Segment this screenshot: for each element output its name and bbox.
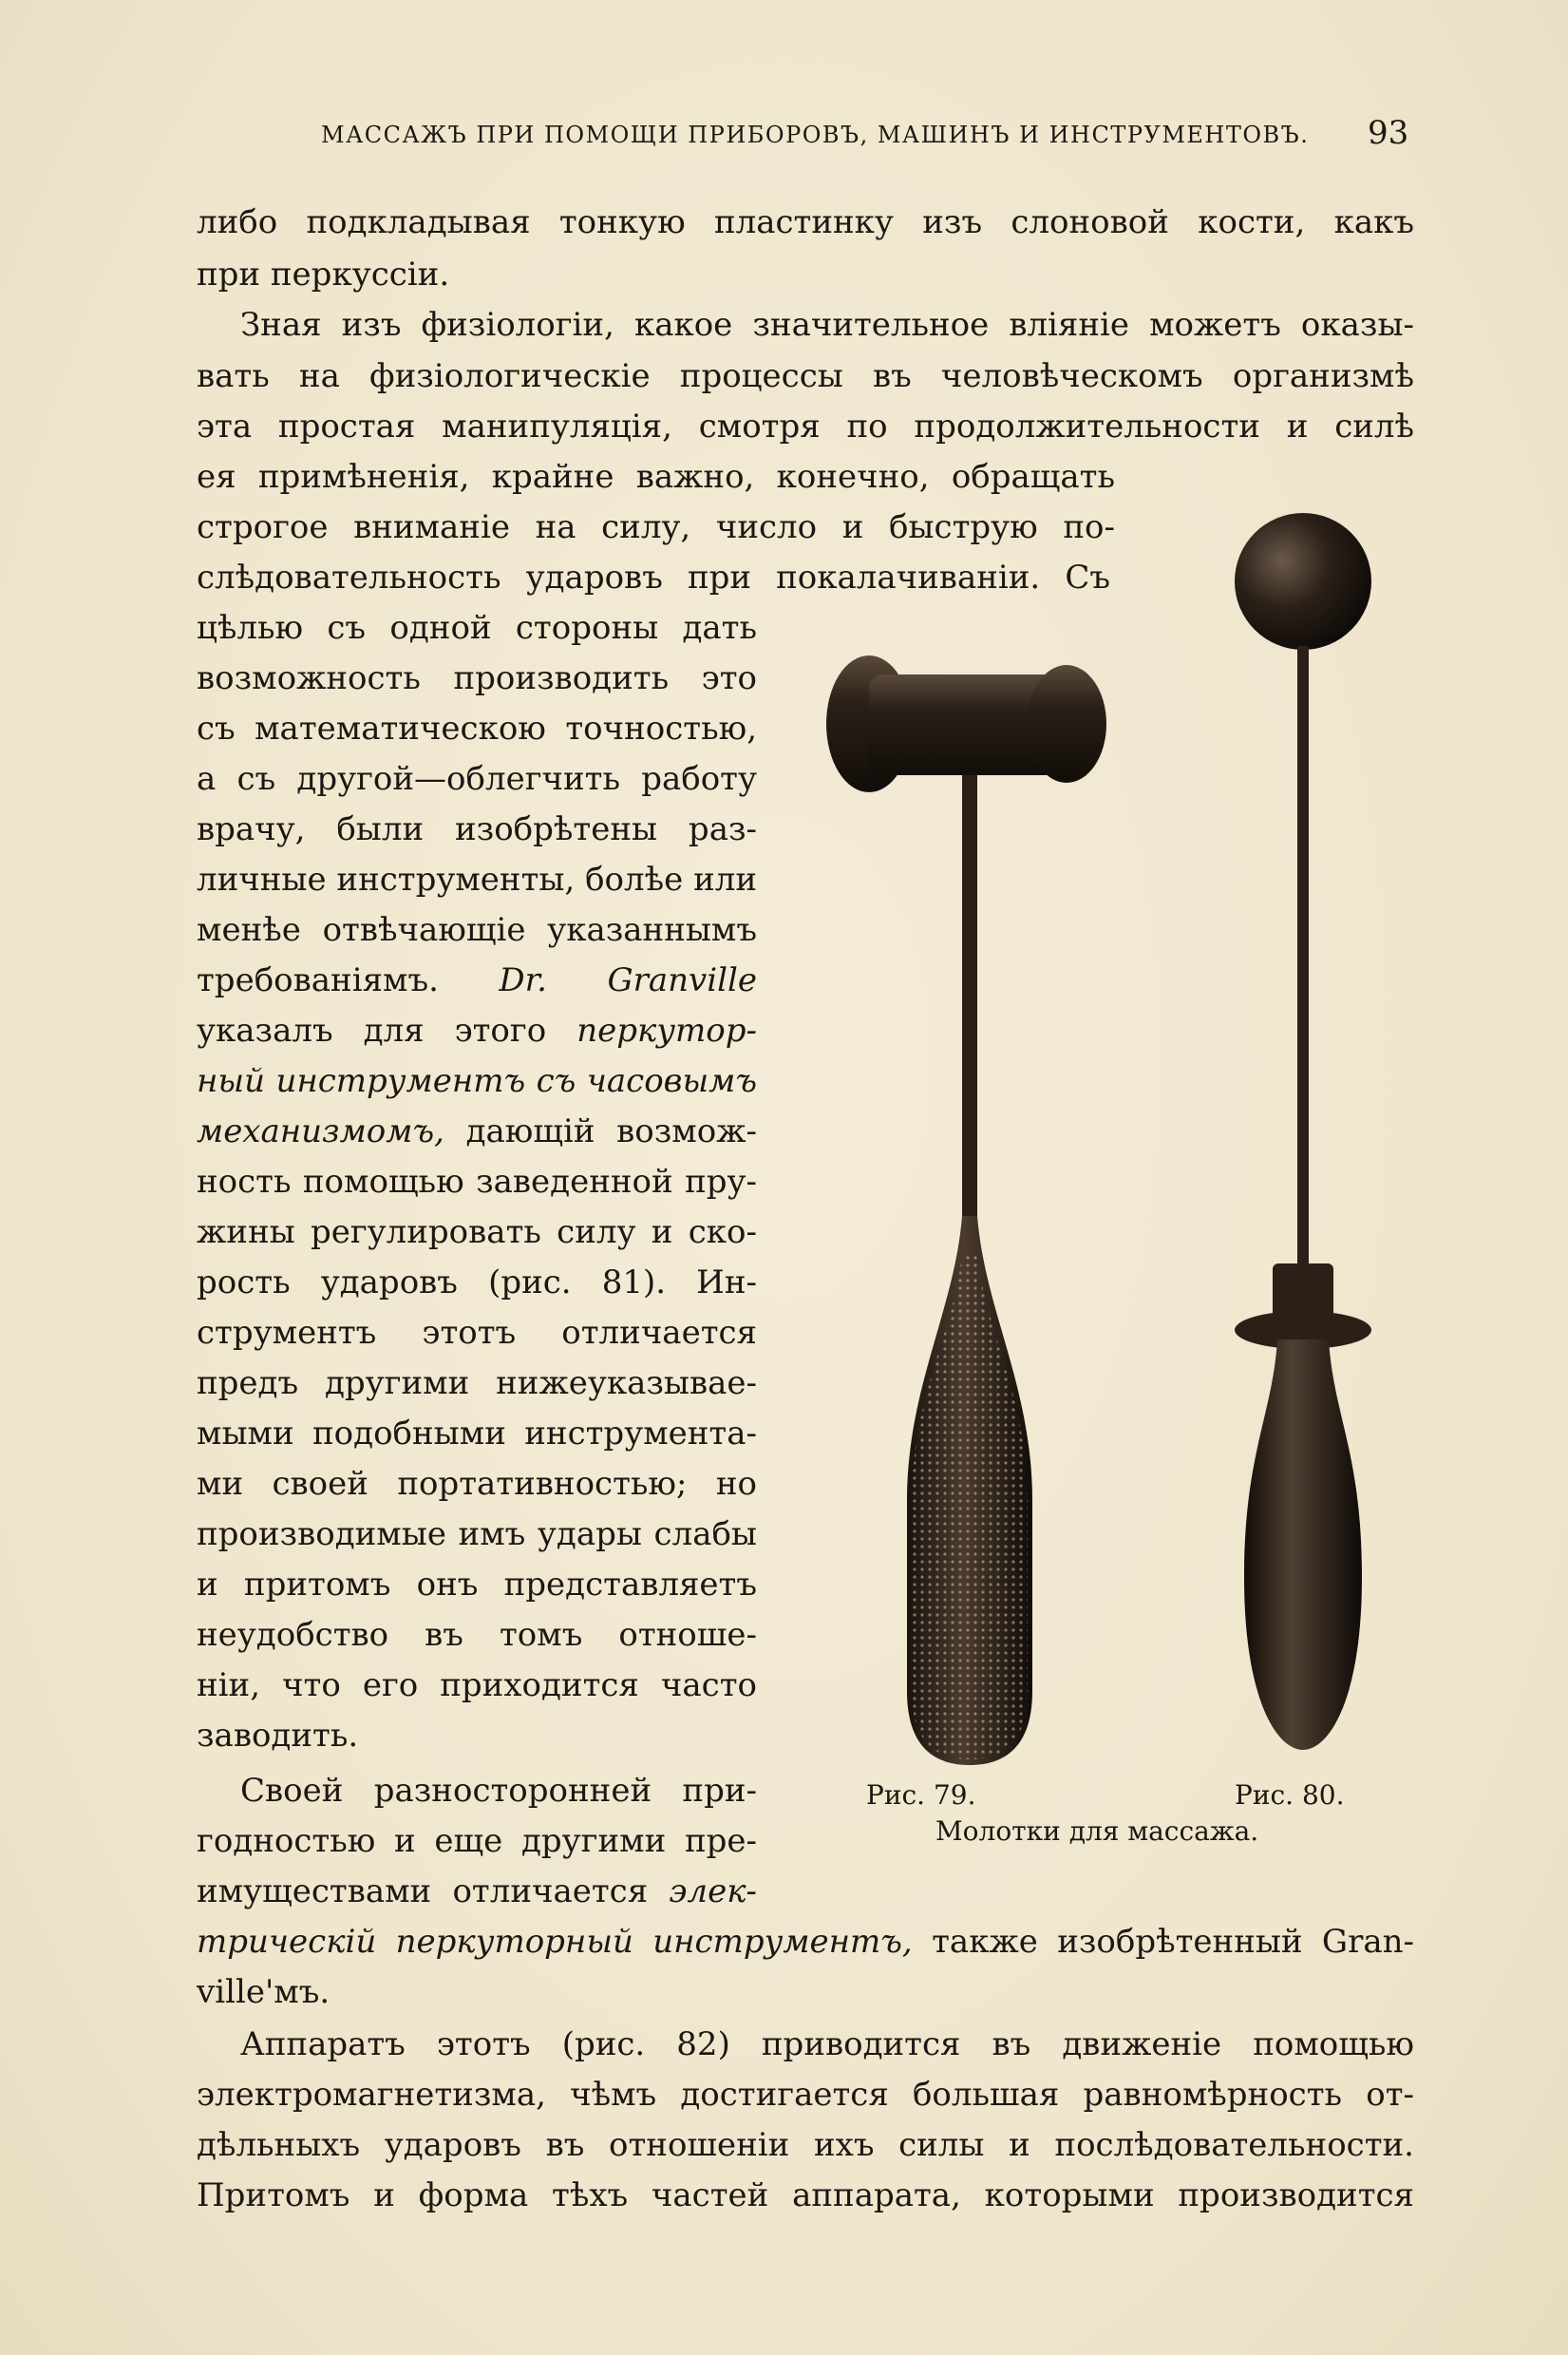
text-line: строгое вниманіе на силу, число и быструю по- xyxy=(197,508,1115,546)
text-line: предъ другими нижеуказывае- xyxy=(197,1364,757,1402)
text-line: Притомъ и форма тѣхъ частей аппарата, которыми производится xyxy=(197,2176,1414,2214)
text-line: менѣе отвѣчающіе указаннымъ xyxy=(197,911,757,949)
text-line: неудобство въ томъ отноше- xyxy=(197,1616,757,1654)
text-line: ville'мъ. xyxy=(197,1973,331,2011)
text-line: механизмомъ, дающій возмож- xyxy=(197,1112,757,1150)
text-line: и притомъ онъ представляетъ xyxy=(197,1566,757,1604)
text-line: эта простая манипуляція, смотря по продолжительности и силѣ xyxy=(197,408,1414,446)
text-line: трическій перкуторный инструментъ, также изобрѣтенный Gran- xyxy=(197,1923,1414,1961)
text-line: годностью и еще другими пре- xyxy=(197,1822,757,1860)
text-line: ность помощью заведенной пру- xyxy=(197,1163,757,1201)
text-line: съ математическою точностью, xyxy=(197,710,757,748)
figure-80-label: Рис. 80. xyxy=(1235,1779,1345,1811)
text-line: вать на физіологическіе процессы въ человѣческомъ организмѣ xyxy=(197,357,1414,395)
text-line: слѣдовательность ударовъ при покалачиваніи. Съ xyxy=(197,559,1110,597)
figure-caption: Молотки для массажа. xyxy=(935,1815,1259,1847)
text-line: струментъ этотъ отличается xyxy=(197,1314,757,1352)
text-line: рость ударовъ (рис. 81). Ин- xyxy=(197,1263,757,1301)
text-line: дѣльныхъ ударовъ въ отношеніи ихъ силы и послѣдовательности. xyxy=(197,2126,1414,2164)
text-line: при перкуссіи. xyxy=(197,256,450,294)
text-line: жины регулировать силу и ско- xyxy=(197,1213,757,1251)
hammer-illustration-fig80 xyxy=(1220,503,1410,1757)
text-line: возможность производить это xyxy=(197,659,757,697)
text-line: производимые имъ удары слабы xyxy=(197,1515,757,1553)
figure-79-label: Рис. 79. xyxy=(866,1779,976,1811)
text-line: либо подкладывая тонкую пластинку изъ слоновой кости, какъ xyxy=(197,203,1414,241)
text-line: ея примѣненія, крайне важно, конечно, обращать xyxy=(197,458,1115,496)
page-number: 93 xyxy=(1368,114,1409,152)
text-line: а съ другой—облегчить работу xyxy=(197,760,757,798)
text-line: цѣлью съ одной стороны дать xyxy=(197,609,757,647)
text-line: Своей разносторонней при- xyxy=(240,1772,757,1810)
text-line: электромагнетизма, чѣмъ достигается большая равномѣрность от- xyxy=(197,2076,1414,2114)
text-line: требованіямъ. Dr. Granville xyxy=(197,961,757,999)
text-line: Зная изъ физіологіи, какое значительное вліяніе можетъ оказы- xyxy=(240,306,1414,344)
text-line: личные инструменты, болѣе или xyxy=(197,861,757,899)
text-line: заводить. xyxy=(197,1717,359,1755)
text-line: указалъ для этого перкутор- xyxy=(197,1012,758,1050)
text-line: Аппаратъ этотъ (рис. 82) приводится въ движеніе помощью xyxy=(240,2025,1414,2063)
text-line: мыми подобными инструмента- xyxy=(197,1415,757,1453)
text-line: ніи, что его приходится часто xyxy=(197,1666,757,1704)
text-line: имуществами отличается элек- xyxy=(197,1872,757,1910)
text-line: ный инструментъ съ часовымъ xyxy=(197,1062,757,1100)
text-line: ми своей портативностью; но xyxy=(197,1465,757,1503)
running-header: МАССАЖЪ ПРИ ПОМОЩИ ПРИБОРОВЪ, МАШИНЪ И ИНСТРУМЕНТОВЪ. xyxy=(321,122,1310,148)
text-line: врачу, были изобрѣтены раз- xyxy=(197,810,757,848)
hammer-illustration-fig79 xyxy=(812,646,1125,1767)
